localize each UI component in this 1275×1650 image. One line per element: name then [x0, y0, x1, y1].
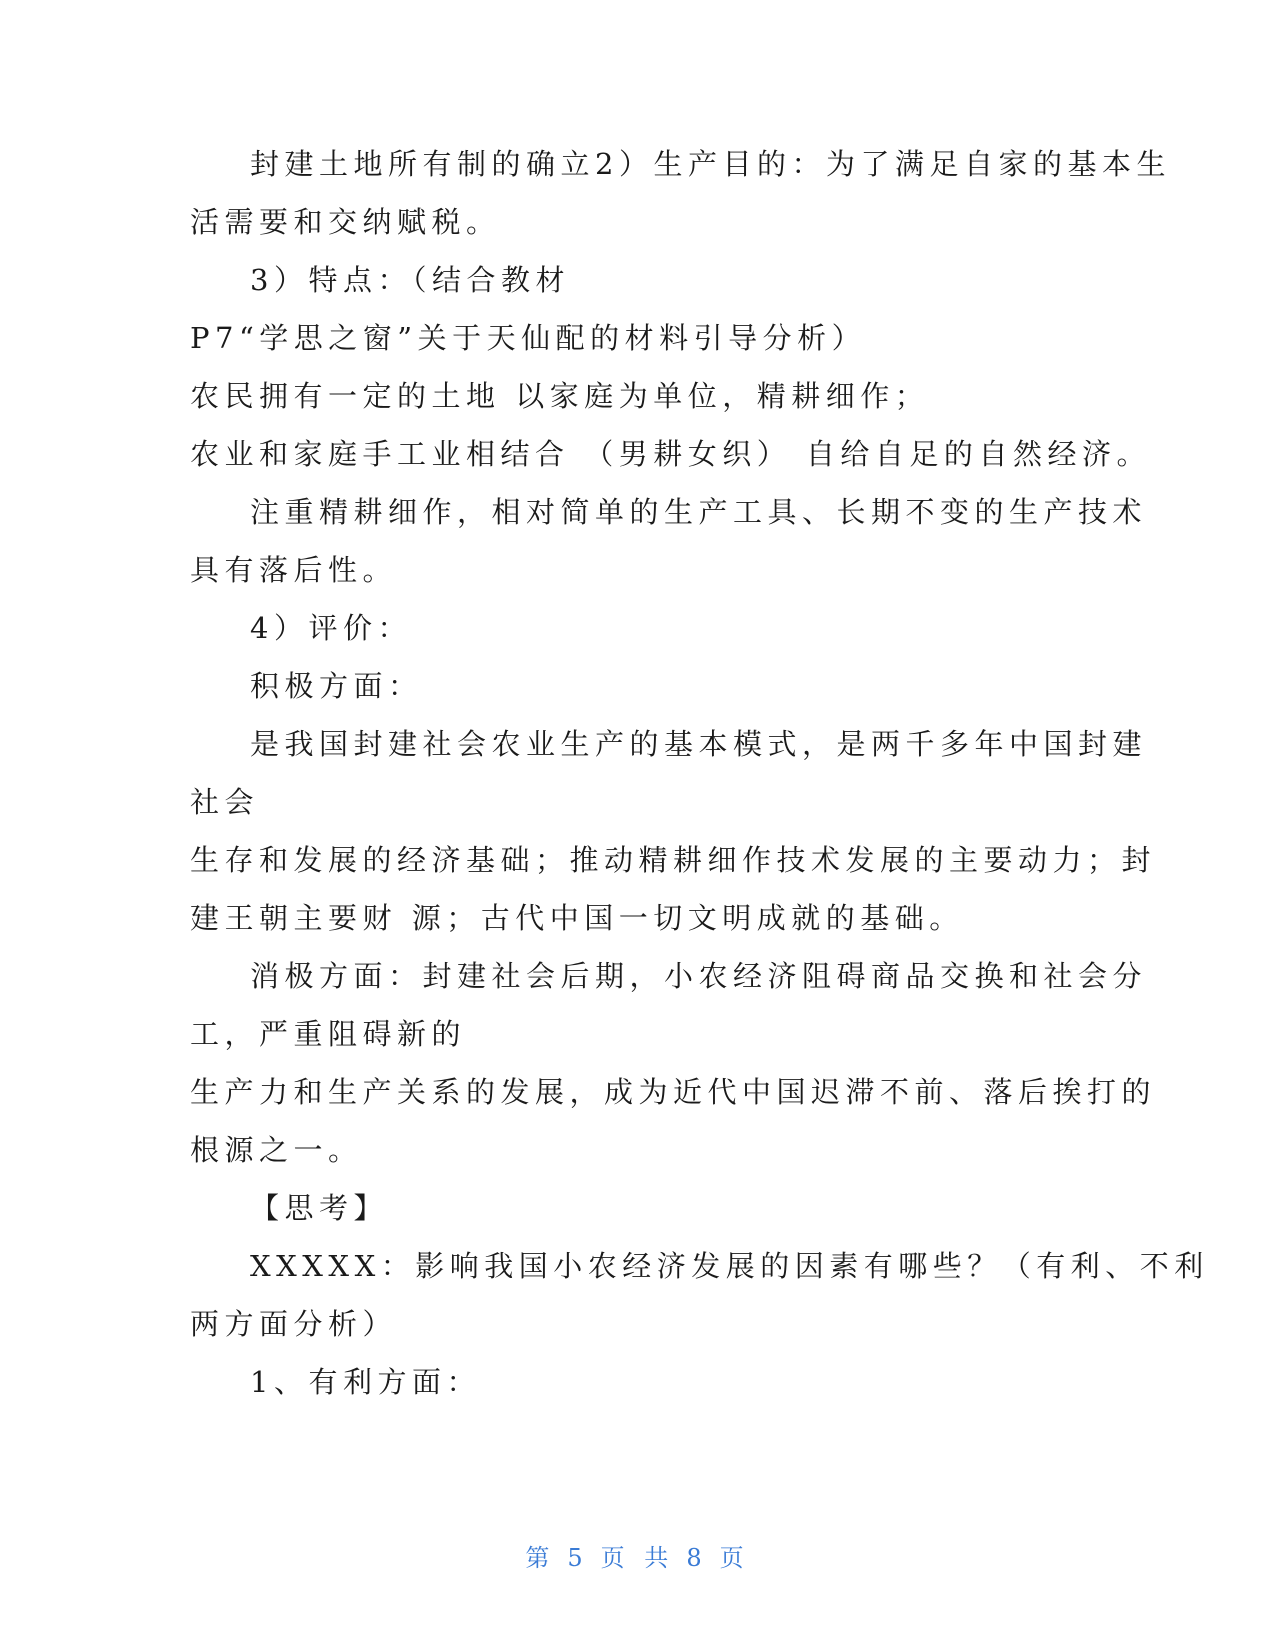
text-line: 4）评价： — [250, 611, 412, 645]
text-line: 1、有利方面： — [250, 1365, 481, 1399]
footer-prefix: 第 — [525, 1544, 556, 1572]
text-line: XXXXX：影响我国小农经济发展的因素有哪些？（有利、不利 — [250, 1249, 1209, 1283]
text-line: 农民拥有一定的土地 以家庭为单位，精耕细作； — [190, 379, 930, 413]
footer-suffix: 页 — [719, 1544, 750, 1572]
text-line: 工，严重阻碍新的 — [190, 1017, 467, 1051]
text-line: 建王朝主要财 源；古代中国一切文明成就的基础。 — [190, 901, 964, 935]
text-line: 注重精耕细作，相对简单的生产工具、长期不变的生产技术 — [250, 495, 1148, 529]
footer-middle: 页 共 — [600, 1544, 675, 1572]
text-line: 农业和家庭手工业相结合 （男耕女织） 自给自足的自然经济。 — [190, 437, 1151, 471]
section-heading: 【思考】 — [250, 1191, 389, 1225]
text-line: P7“学思之窗”关于天仙配的材料引导分析） — [190, 321, 867, 355]
text-line: 活需要和交纳赋税。 — [190, 205, 501, 239]
text-line: 是我国封建社会农业生产的基本模式，是两千多年中国封建 — [250, 727, 1148, 761]
text-line: 消极方面：封建社会后期，小农经济阻碍商品交换和社会分 — [250, 959, 1148, 993]
text-line: 具有落后性。 — [190, 553, 398, 587]
text-line: 3）特点：（结合教材 — [250, 263, 570, 297]
text-line: 积极方面： — [250, 669, 423, 703]
text-line: 生产力和生产关系的发展，成为近代中国迟滞不前、落后挨打的 — [190, 1075, 1157, 1109]
page-footer — [0, 1538, 1275, 1573]
total-pages: 8 — [686, 1544, 708, 1572]
text-line: 生存和发展的经济基础；推动精耕细作技术发展的主要动力；封 — [190, 843, 1157, 877]
text-line: 根源之一。 — [190, 1133, 363, 1167]
page-number: 5 — [567, 1544, 589, 1572]
text-line: 两方面分析） — [190, 1307, 398, 1341]
text-line: 社会 — [190, 785, 260, 819]
text-line: 封建土地所有制的确立2）生产目的：为了满足自家的基本生 — [250, 147, 1171, 181]
